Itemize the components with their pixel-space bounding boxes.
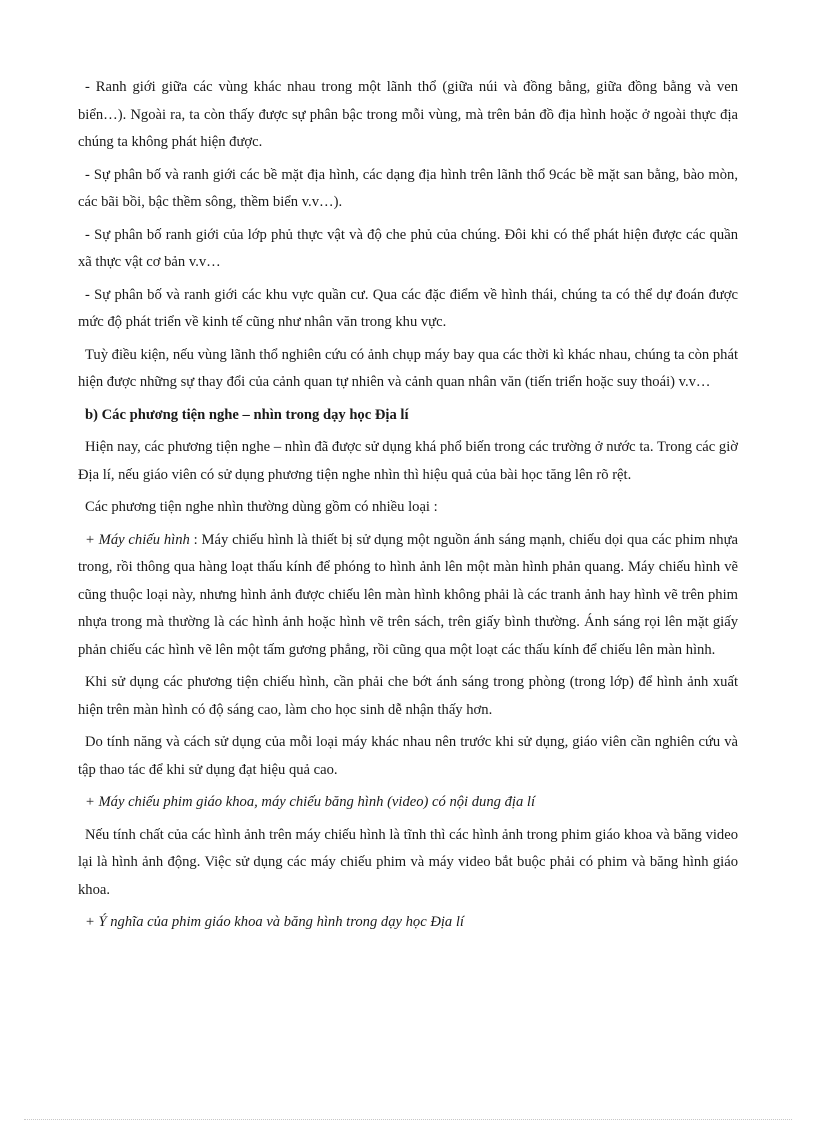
- paragraph-types: Các phương tiện nghe nhìn thường dùng gồm có nhiều loại :: [85, 499, 438, 515]
- section-heading-b: b) Các phương tiện nghe – nhìn trong dạy học Địa lí: [85, 406, 409, 423]
- subheading-film-meaning: + Ý nghĩa của phim giáo khoa và băng hình trong dạy học Địa lí: [85, 914, 464, 930]
- projector-body: : Máy chiếu hình là thiết bị sử dụng một nguồn ánh sáng mạnh, chiếu dọi qua các phim nhựa trong, rồi thông qua hàng loạt thấu kính để phóng to hình ảnh lên một màn hình phản quang. Máy chiếu hình vẽ cũng thuộc loại này, nhưng hình ảnh được chiếu lên màn hình không phải là các tranh ảnh hay hình vẽ trên phim nhựa trong mà thường là các hình ảnh hoặc hình vẽ trên sách, trên giấy bình thường. Ánh sáng rọi lên mặt giấy phản chiếu các hình vẽ lên một tấm gương phẳng, rồi cũng qua một loạt các thấu kính để chiếu lên màn hình.: [78, 531, 738, 658]
- paragraph-terrain-distribution: - Sự phân bố và ranh giới các bề mặt địa hình, các dạng địa hình trên lãnh thổ 9các bề mặt san bằng, bào mòn, các bãi bồi, bậc thềm sông, thềm biển v.v…).: [78, 166, 738, 210]
- paragraph-aerial-photos: Tuỳ điều kiện, nếu vùng lãnh thổ nghiên cứu có ảnh chụp máy bay qua các thời kì khác nhau, chúng ta còn phát hiện được những sự thay đổi của cảnh quan tự nhiên và cảnh quan nhân văn (tiến triển hoặc suy thoái) v.v…: [78, 346, 738, 390]
- page-bottom-divider: [24, 1119, 792, 1120]
- paragraph-settlements: - Sự phân bố và ranh giới các khu vực quần cư. Qua các đặc điểm về hình thái, chúng ta có thể dự đoán được mức độ phát triển về kinh tế cũng như nhân văn trong khu vực.: [78, 286, 738, 330]
- paragraph-audiovisual-intro: Hiện nay, các phương tiện nghe – nhìn đã được sử dụng khá phổ biến trong các trường ở nước ta. Trong các giờ Địa lí, nếu giáo viên có sử dụng phương tiện nghe nhìn thì hiệu quả của bài học tăng lên rõ rệt.: [78, 439, 738, 483]
- paragraph-projector: [78, 527, 738, 665]
- document-page: [78, 74, 738, 942]
- paragraph-practice: Do tính năng và cách sử dụng của mỗi loại máy khác nhau nên trước khi sử dụng, giáo viên cần nghiên cứu và tập thao tác để khi sử dụng đạt hiệu quả cao.: [78, 734, 738, 778]
- paragraph-film-video: Nếu tính chất của các hình ảnh trên máy chiếu hình là tĩnh thì các hình ảnh trong phim giáo khoa và băng video lại là hình ảnh động. Việc sử dụng các máy chiếu phim và máy video bắt buộc phải có phim và băng hình giáo khoa.: [78, 826, 738, 898]
- paragraph-boundaries: - Ranh giới giữa các vùng khác nhau trong một lãnh thổ (giữa núi và đồng bằng, giữa đồng bằng và ven biển…). Ngoài ra, ta còn thấy được sự phân bậc trong mỗi vùng, mà trên bản đồ địa hình hoặc ở ngoài thực địa chúng ta không phát hiện được.: [78, 79, 738, 150]
- subheading-film-projector: + Máy chiếu phim giáo khoa, máy chiếu băng hình (video) có nội dung địa lí: [85, 794, 535, 810]
- projector-lead: + Máy chiếu hình: [85, 531, 190, 548]
- paragraph-vegetation: - Sự phân bố ranh giới của lớp phủ thực vật và độ che phủ của chúng. Đôi khi có thể phát hiện được các quần xã thực vật cơ bản v.v…: [78, 226, 738, 270]
- paragraph-light-control: Khi sử dụng các phương tiện chiếu hình, cần phải che bớt ánh sáng trong phòng (trong lớp) để hình ảnh xuất hiện trên màn hình có độ sáng cao, làm cho học sinh dễ nhận thấy hơn.: [78, 674, 738, 718]
